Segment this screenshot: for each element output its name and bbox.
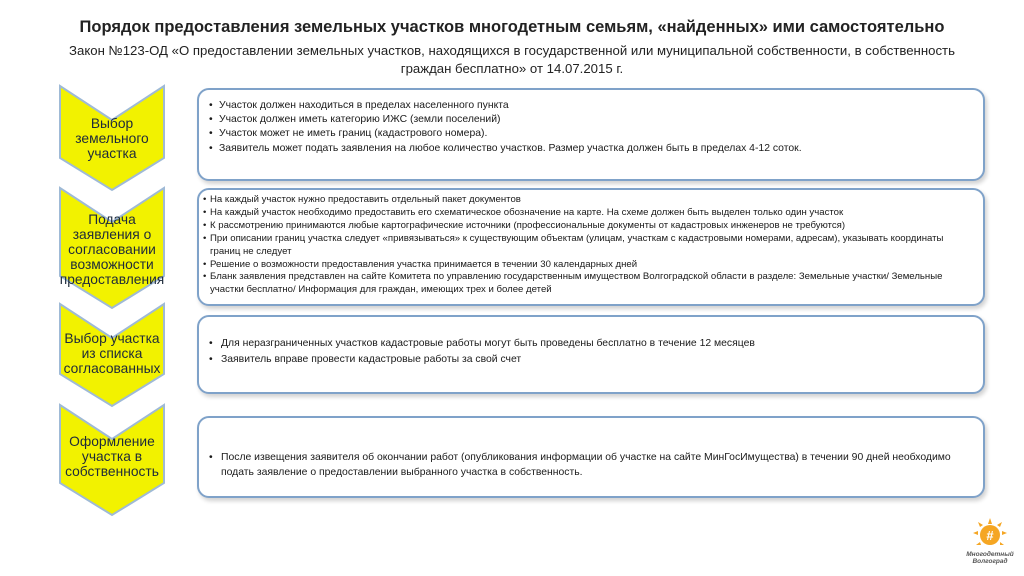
list-item: • Решение о возможности предоставления участка принимается в течении 30 календарных дней [203,259,975,272]
svg-text:#: # [986,528,994,543]
list-item: • При описании границ участка следует «привязываться» к существующим объектам (улицам, участкам с кадастровыми номерами, адресам), указывать координаты границ не следует [203,233,975,259]
sun-logo-icon [962,518,1018,552]
page-title: Порядок предоставления земельных участков многодетным семьям, «найденных» ими самостоятельно [79,18,945,36]
list-item: • Участок может не иметь границ (кадастрового номера). [209,127,975,141]
step-4-label: Оформление участка в собственность [65,434,159,479]
list-item: • После извещения заявителя об окончании работ (опубликования информации об участке на сайте МинГосИмущества) в течении 90 дней необходимо подать заявление о предоставлении выбранного участка в собственность. [209,451,975,480]
list-item: • Участок должен находиться в пределах населенного пункта [209,99,975,113]
subtitle-line-1: Закон №123-ОД «О предоставлении земельных участков, находящихся в государственной или муниципальной собственности, в собственность [69,43,955,58]
step-2-chevron [58,186,166,310]
step-1-label: Выбор земельного участка [75,116,149,161]
step-1-chevron [58,84,166,192]
step-1-panel [197,88,985,181]
list-item: • Бланк заявления представлен на сайте Комитета по управлению государственным имуществом Волгоградской области в разделе: Земельные участки/ Земельные участки бесплатно/ Информация для граждан, имеющих трех и более детей [203,271,975,297]
list-item: • Заявитель может подать заявления на любое количество участков. Размер участка должен быть в пределах 4-12 соток. [209,142,975,156]
step-4-chevron [58,403,166,517]
logo-text: Многодетный Волгоград [966,551,1014,565]
step-3-label: Выбор участка из списка согласованных [63,331,161,376]
step-4-panel [197,416,985,498]
list-item: • Для неразграниченных участков кадастровые работы могут быть проведены бесплатно в течение 12 месяцев [209,336,975,352]
logo [962,518,1018,572]
list-item: • К рассмотрению принимаются любые картографические источники (профессиональные документы от кадастровых инженеров не требуются) [203,220,975,233]
step-2-label: Подача заявления о согласовании возможности предоставления [59,212,165,287]
list-item: • Заявитель вправе провести кадастровые работы за свой счет [209,352,975,368]
list-item: • Участок должен иметь категорию ИЖС (земли поселений) [209,113,975,127]
subtitle-line-2: граждан бесплатно» от 14.07.2015 г. [400,61,624,76]
step-3-panel [197,315,985,394]
step-2-panel [197,188,985,306]
page-subtitle [40,42,984,78]
list-item: • На каждый участок нужно предоставить отдельный пакет документов [203,194,975,207]
list-item: • На каждый участок необходимо предоставить его схематическое обозначение на карте. На схеме должен быть выделен только один участок [203,207,975,220]
step-3-chevron [58,302,166,408]
